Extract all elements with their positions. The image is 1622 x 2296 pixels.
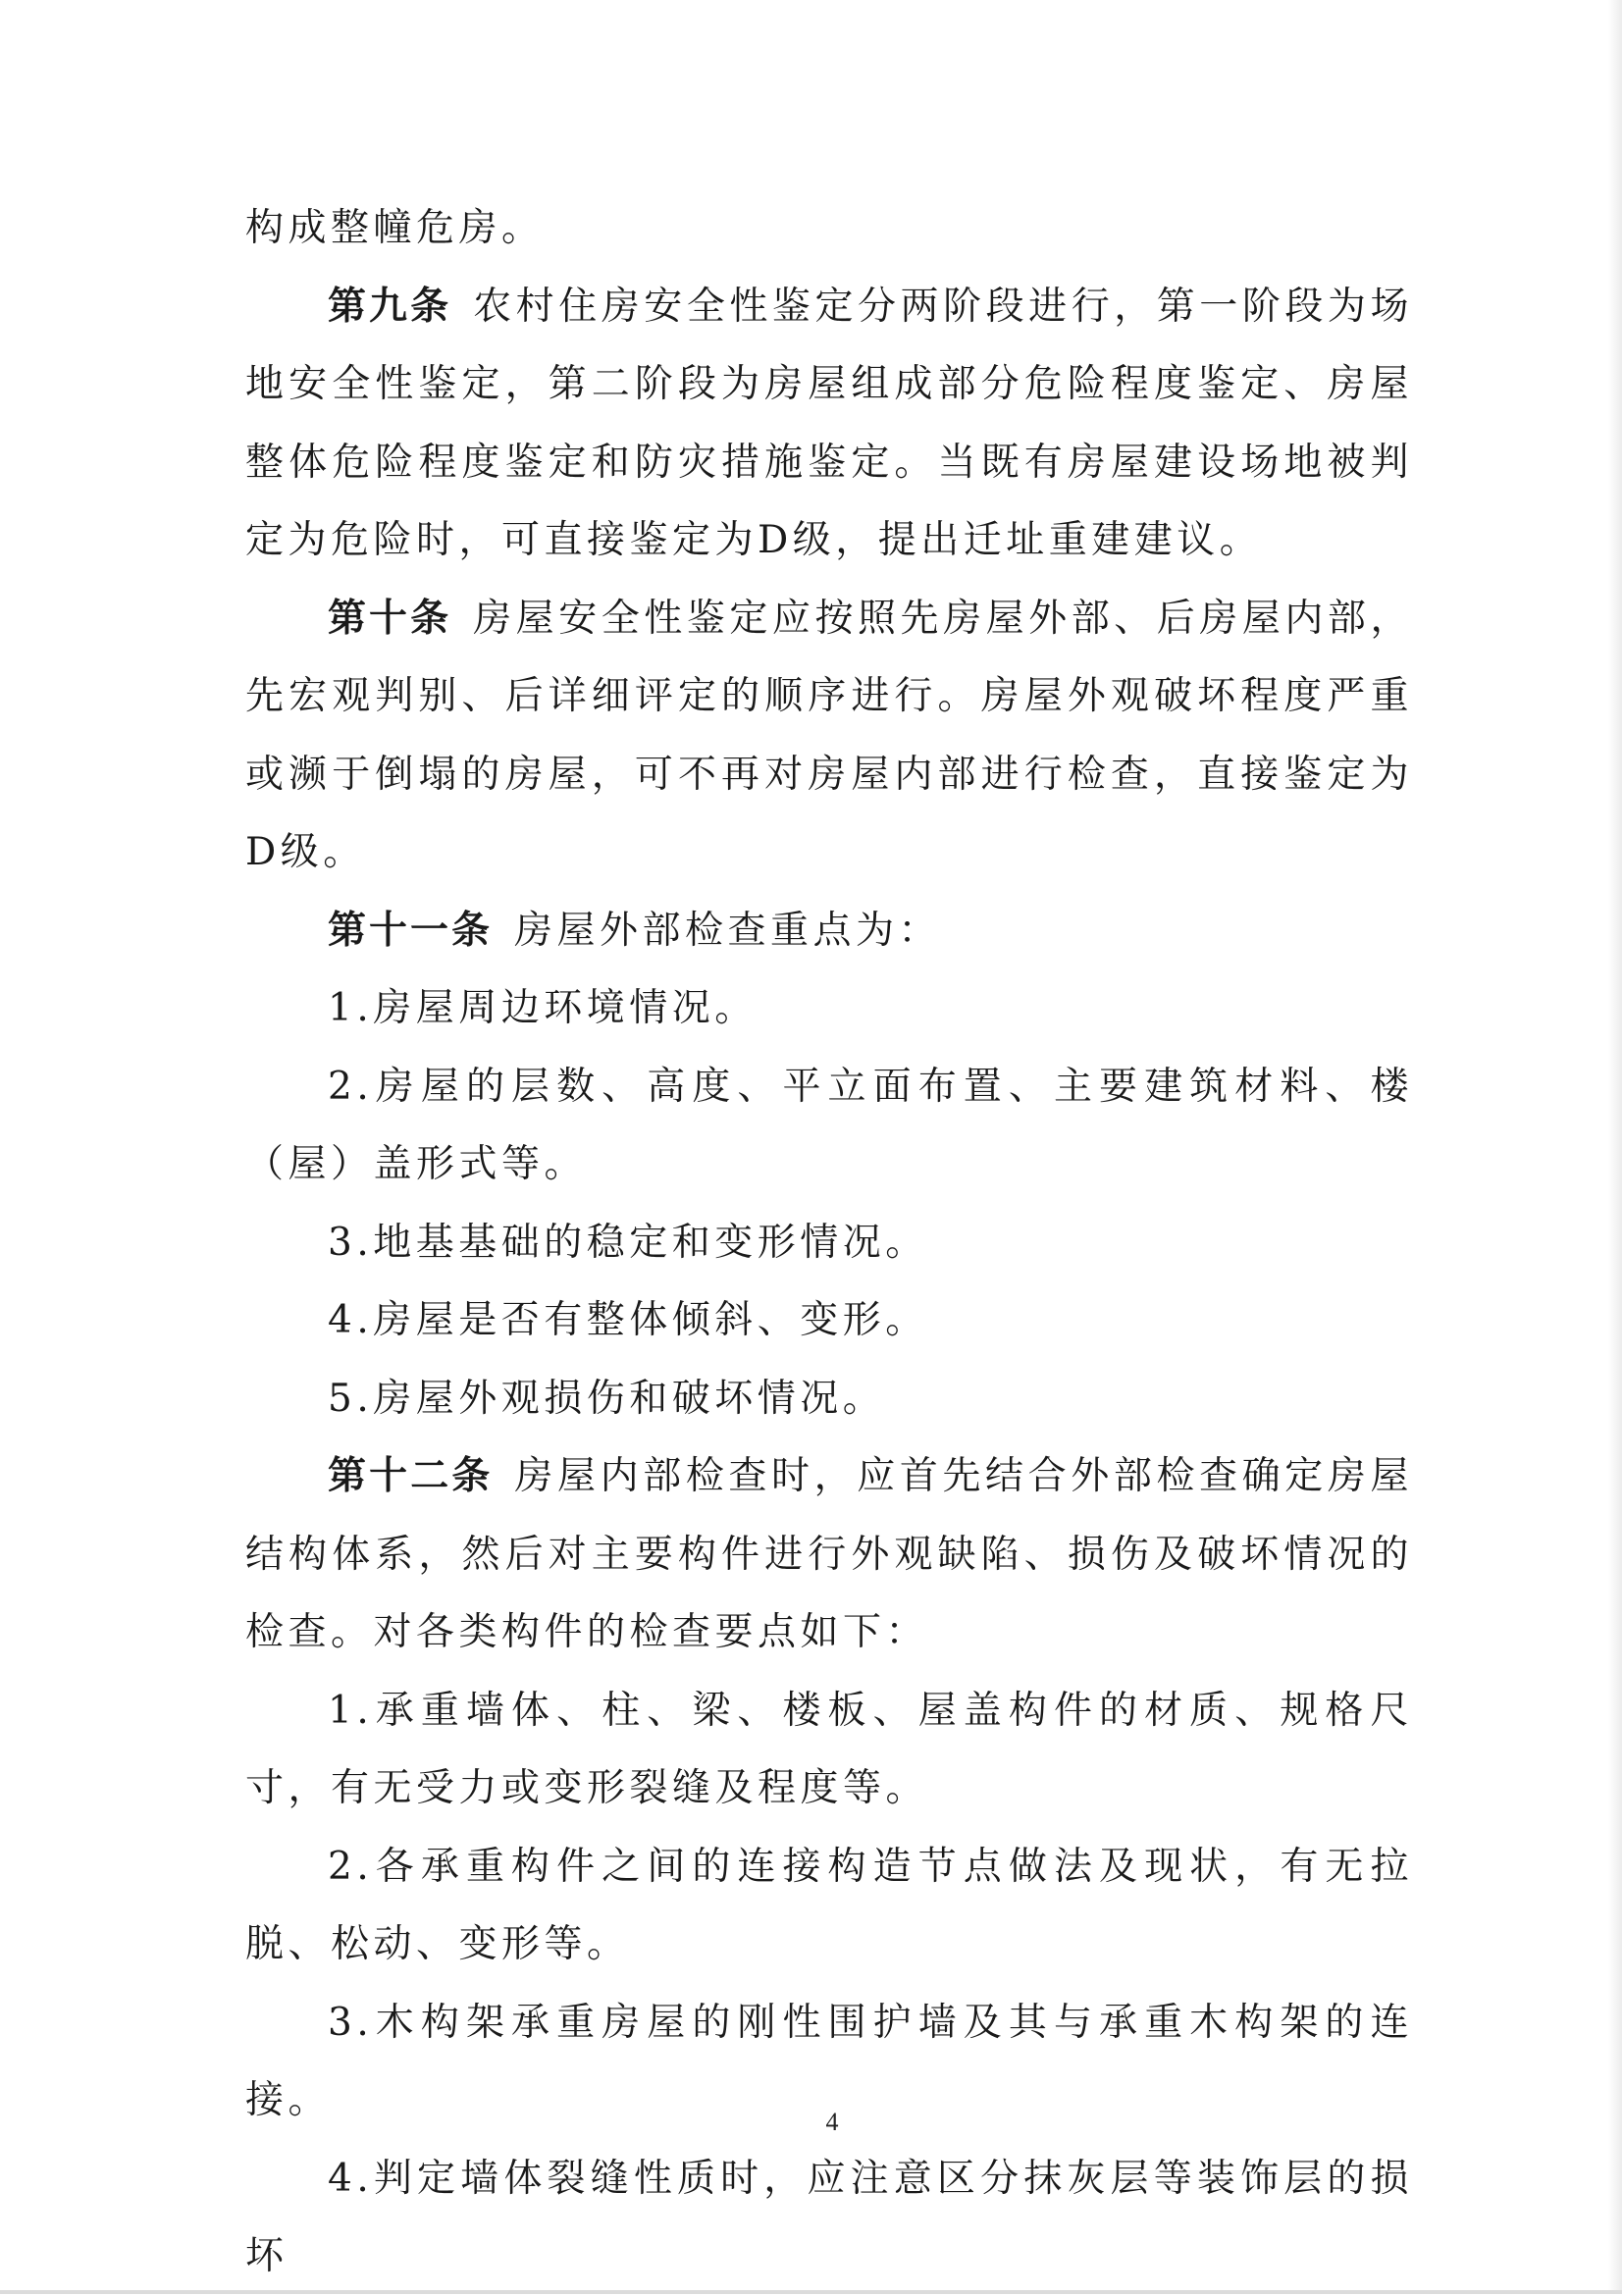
- page-number: 4: [825, 2108, 839, 2136]
- scan-bottom-edge: [0, 2290, 1622, 2294]
- list-item-text: 1.承重墙体、柱、梁、楼板、屋盖构件的材质、规格尺寸，有无受力或变形裂缝及程度等。: [245, 1688, 1413, 1810]
- list-item-text: 3.地基基础的稳定和变形情况。: [328, 1220, 928, 1265]
- article-heading: 第十二条: [328, 1454, 494, 1498]
- article-11-paragraph: [245, 892, 1413, 970]
- list-item: [245, 1828, 1413, 1984]
- list-item: [245, 1281, 1413, 1360]
- list-item: [245, 1672, 1413, 1828]
- paragraph-text: 房屋安全性鉴定应按照先房屋外部、后房屋内部，先宏观判别、后详细评定的顺序进行。房屋外观破坏程度严重或濒于倒塌的房屋，可不再对房屋内部进行检查，直接鉴定为D级。: [245, 596, 1413, 874]
- list-item-text: 4.判定墙体裂缝性质时，应注意区分抹灰层等装饰层的损坏: [245, 2156, 1413, 2278]
- list-item: [245, 969, 1413, 1048]
- list-item-text: 2.房屋的层数、高度、平立面布置、主要建筑材料、楼（屋）盖形式等。: [245, 1064, 1413, 1186]
- article-heading: 第十一条: [328, 908, 494, 953]
- list-item: [245, 1048, 1413, 1204]
- paragraph-text: 房屋内部检查时，应首先结合外部检查确定房屋结构体系，然后对主要构件进行外观缺陷、损伤及破坏情况的检查。对各类构件的检查要点如下：: [245, 1454, 1413, 1654]
- list-item-text: 2.各承重构件之间的连接构造节点做法及现状，有无拉脱、松动、变形等。: [245, 1844, 1413, 1966]
- paragraph-text: 构成整幢危房。: [245, 206, 545, 250]
- article-9-paragraph: [245, 268, 1413, 580]
- document-body: [245, 189, 1413, 2296]
- article-10-paragraph: [245, 580, 1413, 892]
- list-item-text: 4.房屋是否有整体倾斜、变形。: [328, 1298, 928, 1342]
- article-heading: 第十条: [328, 596, 452, 641]
- list-item-text: 1.房屋周边环境情况。: [328, 986, 758, 1030]
- list-item-text: 5.房屋外观损伤和破坏情况。: [328, 1376, 886, 1421]
- list-item: [245, 1360, 1413, 1438]
- article-heading: 第九条: [328, 284, 452, 329]
- list-item: [245, 1204, 1413, 1282]
- paragraph-text: 农村住房安全性鉴定分两阶段进行，第一阶段为场地安全性鉴定，第二阶段为房屋组成部分危险程度鉴定、房屋整体危险程度鉴定和防灾措施鉴定。当既有房屋建设场地被判定为危险时，可直接鉴定为D级，提出迁址重建建议。: [245, 284, 1413, 562]
- paragraph-continuation: [245, 189, 1413, 268]
- scan-edge-shadow: [1608, 0, 1622, 2294]
- list-item-text: 3.木构架承重房屋的刚性围护墙及其与承重木构架的连接。: [245, 2000, 1413, 2122]
- paragraph-text: 房屋外部检查重点为：: [514, 908, 942, 953]
- article-12-paragraph: [245, 1437, 1413, 1672]
- list-item: [245, 2140, 1413, 2296]
